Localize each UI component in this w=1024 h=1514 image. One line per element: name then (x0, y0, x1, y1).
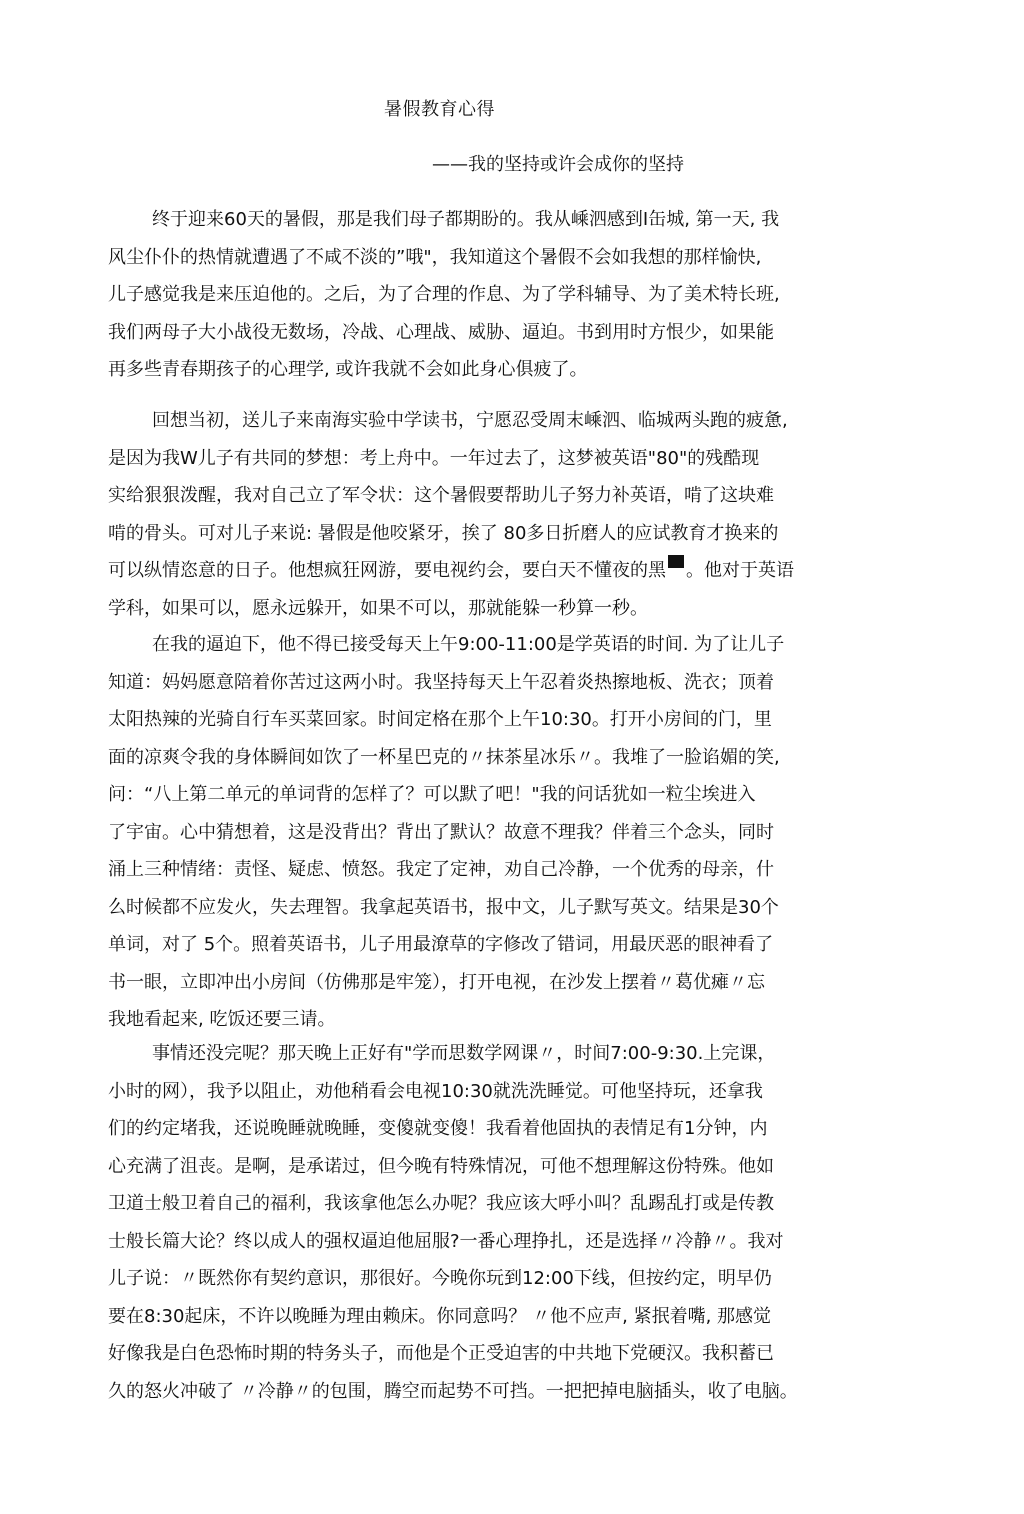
paragraph-line: 是因为我W儿子有共同的梦想：考上舟中。一年过去了，这梦被英语"80"的残酷现 (108, 447, 760, 469)
paragraph-line: 好像我是白色恐怖时期的特务头子，而他是个正受迫害的中共地下党硬汉。我积蓄已 (108, 1343, 774, 1364)
document-title: 暑假教育心得 (384, 99, 495, 120)
paragraph-line: 在我的逼迫下，他不得已接受每天上午9:00-11:00是学英语的时间. 为了让儿子 (152, 634, 785, 655)
paragraph-line: 要在8:30起床，不许以晚睡为理由赖床。你同意吗？ 〃他不应声, 紧抿着嘴, 那感觉 (108, 1305, 772, 1327)
paragraph-line: 再多些青春期孩子的心理学, 或许我就不会如此身心俱疲了。 (108, 359, 588, 380)
paragraph-line: 我地看起来, 吃饭还要三请。 (108, 1009, 336, 1030)
paragraph-line: 儿子感觉我是来压迫他的。之后，为了合理的作息、为了学科辅导、为了美术特长班, (108, 284, 780, 305)
paragraph-line-tail: 。他对于英语 (686, 560, 794, 581)
paragraph-line: 久的怒火冲破了 〃冷静〃的包围，腾空而起势不可挡。一把把掉电脑插头，收了电脑。 (108, 1380, 798, 1402)
paragraph-line: 儿子说：〃既然你有契约意识，那很好。今晚你玩到12:00下线，但按约定，明早仍 (108, 1268, 772, 1289)
paragraph-line: 问：“八上第二单元的单词背的怎样了？可以默了吧！"我的问话犹如一粒尘埃进入 (108, 784, 756, 805)
paragraph-line: 卫道士般卫着自己的福利，我该拿他怎么办呢？我应该大呼小叫？乱踢乱打或是传教 (108, 1193, 774, 1214)
paragraph-line: 终于迎来60天的暑假，那是我们母子都期盼的。我从嵊泗感到I缶城, 第一天, 我 (152, 209, 780, 230)
paragraph-line: 心充满了沮丧。是啊，是承诺过，但今晚有特殊情况，可他不想理解这份特殊。他如 (108, 1155, 774, 1177)
paragraph-4 (108, 1035, 888, 1410)
paragraph-line: 士般长篇大论？终以成人的强权逼迫他屈服?一番心理挣扎，还是选择〃冷静〃。我对 (108, 1230, 784, 1252)
paragraph-line: 风尘仆仆的热情就遭遇了不咸不淡的”哦"，我知道这个暑假不会如我想的那样愉快, (108, 246, 762, 268)
paragraph-line: 实给狠狠泼醒，我对自己立了军令状：这个暑假要帮助儿子努力补英语，啃了这块难 (108, 485, 774, 506)
paragraph-line: 涌上三种情绪：责怪、疑虑、愤怒。我定了定神，劝自己冷静，一个优秀的母亲，什 (108, 859, 774, 880)
paragraph-line: 太阳热辣的光骑自行车买菜回家。时间定格在那个上午10:30。打开小房间的门，里 (108, 709, 772, 730)
paragraph-line: 学科，如果可以，愿永远躲开，如果不可以，那就能躲一秒算一秒。 (108, 597, 648, 619)
paragraph-line: 单词，对了 5个。照着英语书，儿子用最潦草的字修改了错词，用最厌恶的眼神看了 (108, 934, 774, 955)
paragraph-line: 了宇宙。心中猜想着，这是没背出？背出了默认？故意不理我？伴着三个念头，同时 (108, 821, 774, 843)
paragraph-line: 啃的骨头。可对儿子来说: 暑假是他咬紧牙，挨了 80多日折磨人的应试教育才换来的 (108, 522, 779, 544)
paragraph-line: 小时的网），我予以阻止，劝他稍看会电视10:30就洗洗睡觉。可他坚持玩，还拿我 (108, 1080, 763, 1102)
paragraph-line: 知道：妈妈愿意陪着你苦过这两小时。我坚持每天上午忍着炎热擦地板、洗衣；顶着 (108, 671, 774, 693)
paragraph-2 (108, 402, 888, 627)
placeholder-glyph-icon (668, 555, 684, 568)
paragraph-3 (108, 626, 888, 1039)
paragraph-line-head: 可以纵情恣意的日子。他想疯狂网游，要电视约会，要白天不懂夜的黑 (108, 560, 666, 581)
paragraph-line-with-glyph (108, 552, 888, 590)
paragraph-line: 我们两母子大小战役无数场，冷战、心理战、威胁、逼迫。书到用时方恨少，如果能 (108, 321, 774, 343)
paragraph-line: 书一眼，立即冲出小房间（仿佛那是牢笼），打开电视，在沙发上摆着〃葛优瘫〃忘 (108, 971, 765, 993)
paragraph-1 (108, 201, 888, 389)
paragraph-line: 面的凉爽令我的身体瞬间如饮了一杯星巴克的〃抹茶星冰乐〃。我堆了一脸谄媚的笑, (108, 746, 780, 768)
paragraph-line: 回想当初，送儿子来南海实验中学读书，宁愿忍受周末嵊泗、临城两头跑的疲惫, (152, 410, 788, 431)
paragraph-line: 事情还没完呢？那天晚上正好有"学而思数学网课〃，时间7:00-9:30.上完课， (152, 1043, 776, 1064)
paragraph-line: 们的约定堵我，还说晚睡就晚睡，变傻就变傻！我看着他固执的表情足有1分钟，内 (108, 1118, 768, 1139)
document-subtitle: ——我的坚持或许会成你的坚持 (432, 154, 684, 175)
paragraph-line: 么时候都不应发火，失去理智。我拿起英语书，报中文，儿子默写英文。结果是30个 (108, 896, 779, 918)
